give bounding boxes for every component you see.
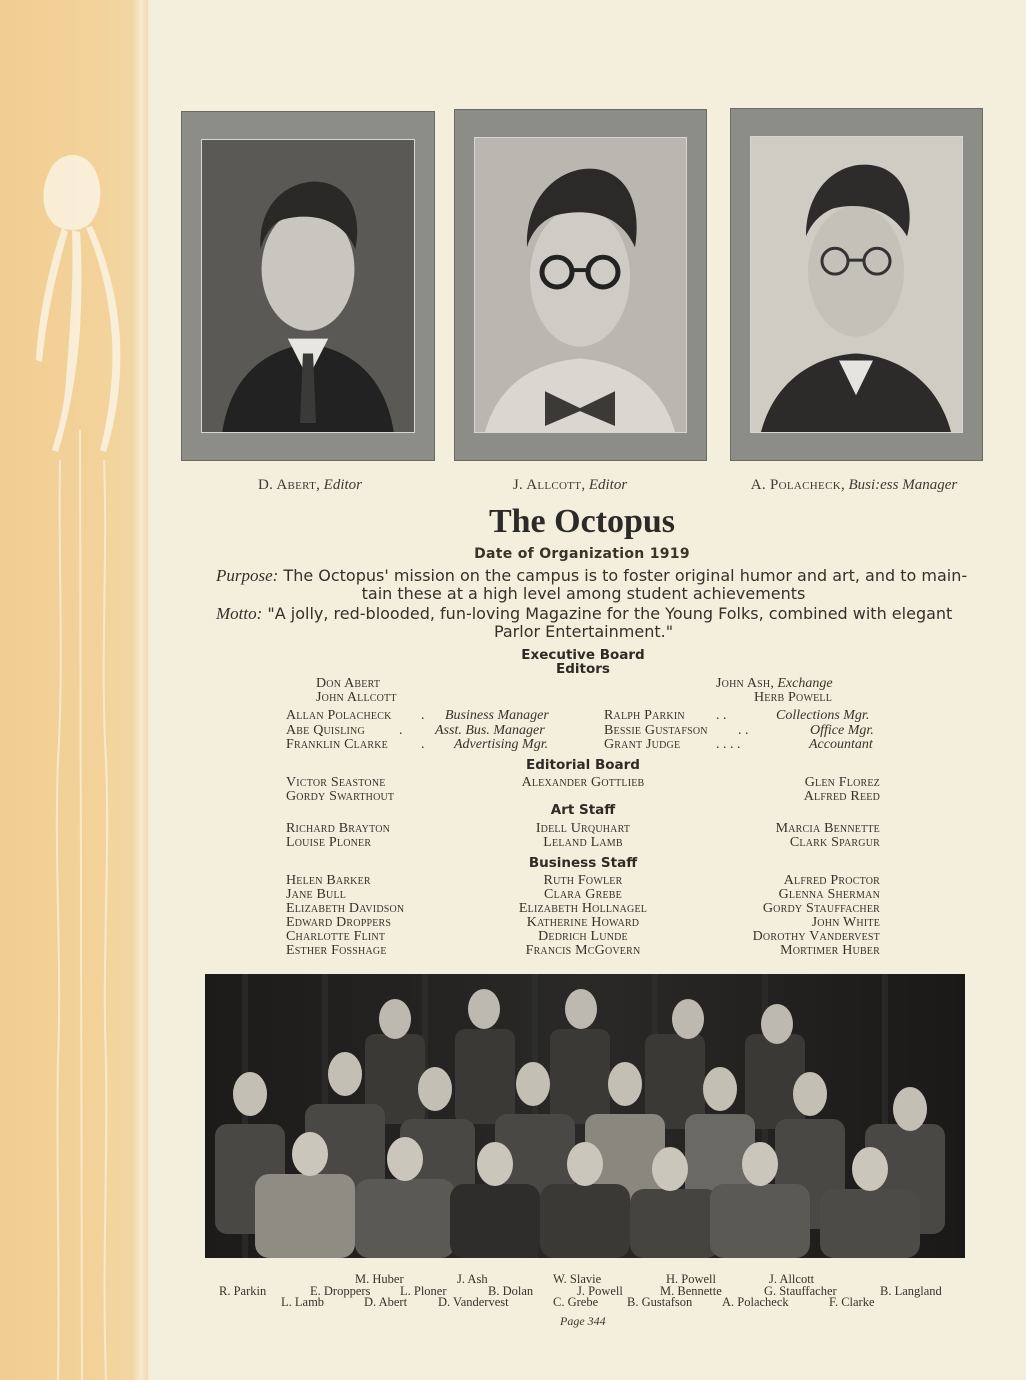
group-photo bbox=[205, 974, 965, 1258]
editorial-board-heading: Editorial Board bbox=[526, 757, 640, 773]
officer-role: Collections Mgr. bbox=[776, 708, 870, 723]
portrait-allcott bbox=[454, 109, 707, 461]
leader-dots: . bbox=[399, 723, 403, 738]
member-name: Richard Brayton bbox=[286, 821, 391, 836]
octopus-ornament-icon bbox=[0, 0, 148, 1380]
officer-name: Franklin Clarke bbox=[286, 737, 388, 752]
officer-name: Grant Judge bbox=[604, 737, 681, 752]
officer-name: Allan Polacheck bbox=[286, 708, 392, 723]
leader-dots: . . . . bbox=[716, 737, 741, 752]
portrait-name: D. Abert bbox=[257, 477, 317, 493]
motto-text-2: Parlor Entertainment." bbox=[493, 622, 674, 641]
leader-dots: . . bbox=[716, 708, 727, 723]
caption-abert: D. Abert, Editor bbox=[257, 477, 363, 493]
page-title: The Octopus bbox=[488, 503, 676, 540]
member-name: Alexander Gottlieb bbox=[521, 775, 645, 790]
caption-polacheck: A. Polacheck, Busi:ess Manager bbox=[750, 477, 958, 493]
group-name: C. Grebe bbox=[553, 1295, 599, 1309]
member-name: Marcia Bennette bbox=[775, 821, 880, 836]
group-name: J. Ash bbox=[457, 1272, 488, 1286]
officer-name: Abe Quisling bbox=[286, 723, 365, 738]
purpose-text-2: tain these at a high level among student achievements bbox=[361, 584, 806, 603]
member-name: Clark Spargur bbox=[789, 835, 880, 850]
editor-entry: John Ash, Exchange bbox=[716, 676, 833, 691]
editor-name: Don Abert bbox=[316, 676, 381, 691]
group-name: D. Vandervest bbox=[438, 1295, 509, 1309]
group-name: M. Bennette bbox=[660, 1284, 722, 1298]
leader-dots: . bbox=[421, 708, 425, 723]
group-name: M. Huber bbox=[355, 1272, 404, 1286]
member-name: Edward Droppers bbox=[286, 915, 392, 930]
member-name: Gordy Swarthout bbox=[286, 789, 395, 804]
portrait-polacheck bbox=[730, 108, 983, 461]
portrait-name: J. Allcott bbox=[512, 477, 582, 493]
decorative-sidebar bbox=[0, 0, 148, 1380]
portrait-abert-photo bbox=[202, 140, 414, 432]
executive-board-heading: Executive Board bbox=[521, 647, 645, 663]
editor-name: Herb Powell bbox=[754, 690, 833, 705]
officer-role: Advertising Mgr. bbox=[454, 737, 549, 752]
member-name: Charlotte Flint bbox=[286, 929, 386, 944]
member-name: Victor Seastone bbox=[286, 775, 386, 790]
group-photo-image bbox=[205, 974, 965, 1258]
motto-label: Motto: bbox=[216, 604, 263, 623]
member-name: Francis McGovern bbox=[525, 943, 641, 958]
member-name: Ruth Fowler bbox=[543, 873, 623, 888]
member-name: Alfred Proctor bbox=[783, 873, 880, 888]
officer-role: Business Manager bbox=[445, 708, 549, 723]
editor-role: Exchange bbox=[777, 676, 833, 691]
group-name: G. Stauffacher bbox=[764, 1284, 837, 1298]
member-name: Helen Barker bbox=[286, 873, 371, 888]
art-staff-heading: Art Staff bbox=[550, 802, 616, 818]
portrait-role: Editor bbox=[323, 477, 363, 493]
member-name: Katherine Howard bbox=[526, 915, 640, 930]
group-name: B. Dolan bbox=[488, 1284, 534, 1298]
member-name: Leland Lamb bbox=[543, 835, 623, 850]
member-name: Idell Urquhart bbox=[535, 821, 631, 836]
officer-role: Asst. Bus. Manager bbox=[435, 723, 545, 738]
group-name: A. Polacheck bbox=[722, 1295, 789, 1309]
group-name: F. Clarke bbox=[829, 1295, 875, 1309]
business-staff-heading: Business Staff bbox=[528, 855, 638, 871]
member-name: Dorothy Vandervest bbox=[752, 929, 880, 944]
group-name: D. Abert bbox=[364, 1295, 408, 1309]
member-name: Louise Ploner bbox=[286, 835, 372, 850]
group-name: E. Droppers bbox=[310, 1284, 371, 1298]
member-name: Mortimer Huber bbox=[780, 943, 880, 958]
editor-name: John Allcott bbox=[316, 690, 397, 705]
group-name: J. Allcott bbox=[769, 1272, 815, 1286]
portrait-role: Editor bbox=[588, 477, 628, 493]
portrait-name: A. Polacheck bbox=[750, 477, 841, 493]
portrait-abert bbox=[181, 111, 435, 461]
member-name: Glen Florez bbox=[804, 775, 880, 790]
leader-dots: . bbox=[421, 737, 425, 752]
purpose-label: Purpose: bbox=[216, 566, 279, 585]
group-name: B. Gustafson bbox=[627, 1295, 693, 1309]
motto-text-1: "A jolly, red-blooded, fun-loving Magazine for the Young Folks, combined with elegant bbox=[267, 604, 953, 623]
member-name: Elizabeth Hollnagel bbox=[518, 901, 648, 916]
member-name: Esther Fosshage bbox=[286, 943, 387, 958]
member-name: Jane Bull bbox=[286, 887, 347, 902]
page-number: Page 344 bbox=[560, 1314, 606, 1328]
caption-allcott: J. Allcott, Editor bbox=[512, 477, 628, 493]
member-name: Elizabeth Davidson bbox=[286, 901, 405, 916]
group-name: H. Powell bbox=[666, 1272, 716, 1286]
organization-date: Date of Organization 1919 bbox=[474, 546, 690, 562]
portrait-allcott-photo bbox=[475, 138, 686, 432]
member-name: John White bbox=[811, 915, 880, 930]
group-name: B. Langland bbox=[880, 1284, 942, 1298]
portrait-role: Busi:ess Manager bbox=[848, 477, 958, 493]
group-name: L. Ploner bbox=[400, 1284, 447, 1298]
motto-paragraph bbox=[216, 605, 976, 641]
officer-role: Office Mgr. bbox=[810, 723, 874, 738]
group-name: J. Powell bbox=[577, 1284, 623, 1298]
leader-dots: . . bbox=[738, 723, 749, 738]
group-name: L. Lamb bbox=[281, 1295, 325, 1309]
officer-role: Accountant bbox=[809, 737, 873, 752]
member-name: Dedrich Lunde bbox=[538, 929, 628, 944]
purpose-paragraph bbox=[216, 567, 976, 603]
officer-name: Bessie Gustafson bbox=[604, 723, 708, 738]
member-name: Glenna Sherman bbox=[778, 887, 880, 902]
purpose-text-1: The Octopus' mission on the campus is to foster original humor and art, and to main- bbox=[283, 566, 968, 585]
group-name: W. Slavie bbox=[553, 1272, 602, 1286]
editors-subheading: Editors bbox=[556, 661, 610, 677]
member-name: Alfred Reed bbox=[803, 789, 880, 804]
group-name: R. Parkin bbox=[219, 1284, 267, 1298]
member-name: Clara Grebe bbox=[544, 887, 622, 902]
officer-name: Ralph Parkin bbox=[604, 708, 685, 723]
member-name: Gordy Stauffacher bbox=[762, 901, 880, 916]
editor-name: John Ash bbox=[716, 676, 771, 691]
portrait-polacheck-photo bbox=[751, 137, 962, 432]
